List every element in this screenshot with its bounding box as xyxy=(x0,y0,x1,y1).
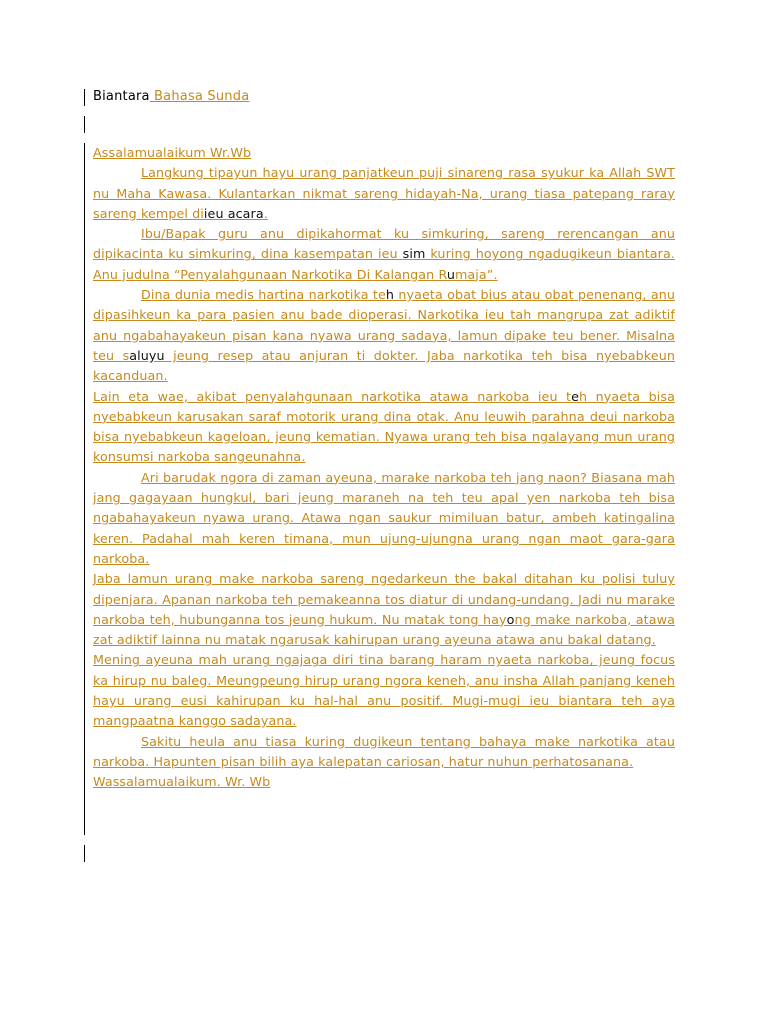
opening-salam[interactable]: Assalamualaikum Wr.Wb xyxy=(93,145,252,160)
paragraph-7[interactable]: Mening ayeuna mah urang ngajaga diri tina barang haram nyaeta narkoba, jeung focus ka hirup nu baleg. Meungpeung hirup urang ngora keneh, anu insha Allah panjang keneh hayu urang eusi kahirupan ku hal-hal anu positif. Mugi-mugi ieu biantara teh aya mangpaatna kanggo sadayana. xyxy=(93,652,675,729)
paragraph-5[interactable]: Ari barudak ngora di zaman ayeuna, marake narkoba teh jang naon? Biasana mah jang gagayaan hungkul, bari jeung maraneh na teh teu apal yen narkoba teh bisa ngabahayakeun nyawa urang. Atawa ngan saukur mimiluan batur, ambeh katingalina keren. Padahal mah keren timana, mun ujung-ujungna urang ngan maot gara-gara narkoba. xyxy=(93,469,675,566)
text-cursor-marker xyxy=(84,845,85,862)
title-line xyxy=(93,89,249,104)
text-cursor-marker xyxy=(84,89,85,106)
paragraph-3[interactable]: Dina dunia medis hartina narkotika teh nyaeta obat bius atau obat penenang, anu dipasihkeun ka para pasien anu bade dioperasi. Narkotika ieu tah mangrupa zat adiktif anu ngabahayakeun pisan kana nyawa urang sadaya, lamun dipake teu bener. Misalna teu saluyu jeung resep atau anjuran ti dokter. Jaba narkotika teh bisa nyebabkeun kacanduan. xyxy=(93,287,675,384)
text-cursor-marker xyxy=(84,116,85,133)
paragraph-8[interactable]: Sakitu heula anu tiasa kuring dugikeun tentang bahaya make narkotika atau narkoba. Hapunten pisan bilih aya kalepatan cariosan, hatur nuhun perhatosanana. xyxy=(93,733,675,769)
text-cursor-marker xyxy=(84,143,85,835)
closing-salam[interactable]: Wassalamualaikum. Wr. Wb xyxy=(93,774,271,790)
paragraph-1[interactable]: Langkung tipayun hayu urang panjatkeun puji sinareng rasa syukur ka Allah SWT nu Maha Kawasa. Kulantarkan nikmat sareng hidayah-Na, urang tiasa patepang raray sareng kempel diieu acara. xyxy=(93,165,675,221)
paragraph-4[interactable]: Lain eta wae, akibat penyalahgunaan narkotika atawa narkoba ieu teh nyaeta bisa nyebabkeun karusakan saraf motorik urang dina otak. Anu leuwih parahna deui narkoba bisa nyebabkeun kageloan, jeung kematian. Nyawa urang teh bisa ngalayang mun urang konsumsi narkoba sangeunahna. xyxy=(93,388,675,465)
title-prefix: Biantara xyxy=(93,89,150,104)
title-link[interactable]: Bahasa Sunda xyxy=(149,89,250,104)
paragraph-6[interactable]: Jaba lamun urang make narkoba sareng ngedarkeun the bakal ditahan ku polisi tuluy dipenjara. Apanan narkoba teh pemakeanna tos diatur di undang-undang. Jadi nu marake narkoba teh, hubunganna tos jeung hukum. Nu matak tong hayong make narkoba, atawa zat adiktif lainna nu matak ngarusak kahirupan urang ayeuna atawa anu bakal datang. xyxy=(93,571,675,648)
speech-body xyxy=(93,143,675,793)
paragraph-2[interactable]: Ibu/Bapak guru anu dipikahormat ku simkuring, sareng rerencangan anu dipikacinta ku simkuring, dina kasempatan ieu sim kuring hoyong ngadugikeun biantara. Anu judulna “Penyalahgunaan Narkotika Di Kalangan Rumaja”. xyxy=(93,226,675,282)
